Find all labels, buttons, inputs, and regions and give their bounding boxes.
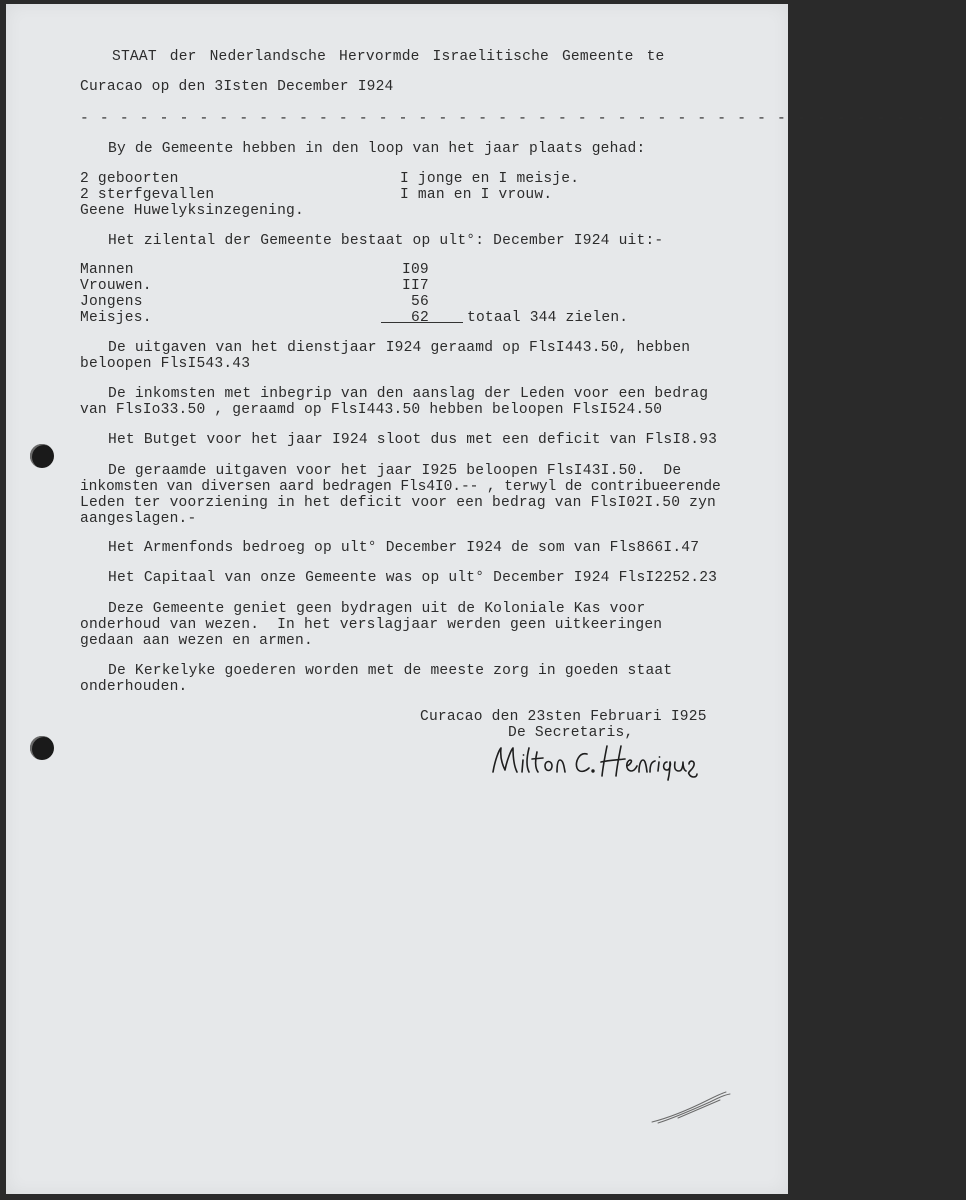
event-left-3: Geene Huwelyksinzegening. [80,203,304,219]
event-right-2: I man en I vrouw. [400,187,553,203]
closing-role: De Secretaris, [508,725,634,741]
paragraph-forecast-line-3: Leden ter voorziening in het deficit voor een bedrag van FlsI02I.50 zyn [80,495,716,511]
census-label-jongens: Jongens [80,294,143,310]
header-line-1: STAAT der Nederlandsche Hervormde Israelitische Gemeente te [112,49,665,65]
census-label-vrouwen: Vrouwen. [80,278,152,294]
paragraph-budget: Het Butget voor het jaar I924 sloot dus met een deficit van FlsI8.93 [108,432,718,448]
census-value-jongens: 56 [411,294,429,310]
paragraph-subsidy-line-2: onderhoud van wezen. In het verslagjaar werden geen uitkeeringen [80,617,663,633]
header-separator: - - - - - - - - - - - - - - - - - - - - - - - - - - - - - - - - - - - - - - - - - - - - - [80,111,966,127]
paragraph-forecast-line-1: De geraamde uitgaven voor het jaar I925 beloopen FlsI43I.50. De [108,463,682,479]
punch-hole-top [30,444,54,468]
census-label-meisjes: Meisjes. [80,310,152,326]
paragraph-poor-fund: Het Armenfonds bedroeg op ult° December I924 de som van Fls866I.47 [108,540,700,556]
event-left-2: 2 sterfgevallen [80,187,215,203]
census-value-mannen: I09 [402,262,429,278]
paragraph-subsidy-line-1: Deze Gemeente geniet geen bydragen uit de Koloniale Kas voor [108,601,646,617]
punch-hole-bottom [30,736,54,760]
paragraph-expenses-line-2: beloopen FlsI543.43 [80,356,251,372]
paragraph-property-line-1: De Kerkelyke goederen worden met de meeste zorg in goeden staat [108,663,673,679]
census-total: totaal 344 zielen. [467,310,629,326]
paragraph-expenses-line-1: De uitgaven van het dienstjaar I924 geraamd op FlsI443.50, hebben [108,340,691,356]
paragraph-property-line-2: onderhouden. [80,679,188,695]
event-right-1: I jonge en I meisje. [400,171,580,187]
pencil-mark [648,1088,738,1128]
paragraph-subsidy-line-3: gedaan aan wezen en armen. [80,633,313,649]
header-line-2: Curacao op den 3Isten December I924 [80,79,394,95]
paragraph-income-line-1: De inkomsten met inbegrip van den aanslag der Leden voor een bedrag [108,386,709,402]
census-value-meisjes: 62 [411,310,429,326]
sum-underline [381,322,463,323]
census-intro: Het zilental der Gemeente bestaat op ult°: December I924 uit:- [108,233,664,249]
census-label-mannen: Mannen [80,262,134,278]
intro-text: By de Gemeente hebben in den loop van het jaar plaats gehad: [108,141,646,157]
closing-place-date: Curacao den 23sten Februari I925 [420,709,707,725]
paragraph-forecast-line-2: inkomsten van diversen aard bedragen Fls4I0.-- , terwyl de contribueerende [80,479,721,495]
handwritten-signature [485,742,715,782]
paragraph-income-line-2: van FlsIo33.50 , geraamd op FlsI443.50 hebben beloopen FlsI524.50 [80,402,663,418]
event-left-1: 2 geboorten [80,171,179,187]
census-value-vrouwen: II7 [402,278,429,294]
paragraph-forecast-line-4: aangeslagen.- [80,511,197,527]
paragraph-capital: Het Capitaal van onze Gemeente was op ult° December I924 FlsI2252.23 [108,570,718,586]
